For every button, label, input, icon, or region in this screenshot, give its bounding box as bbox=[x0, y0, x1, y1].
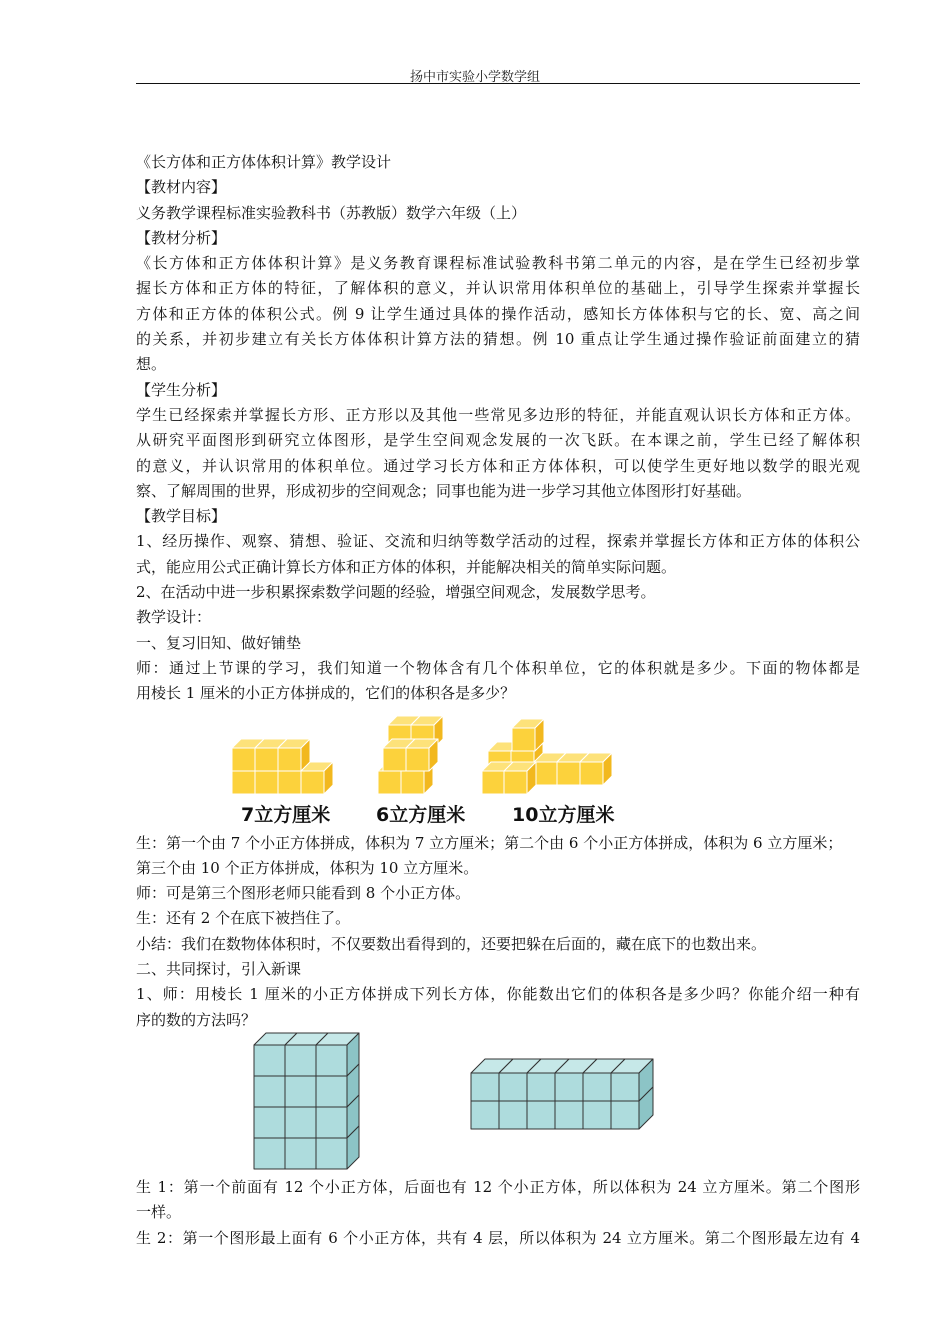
goal-line: 2、在活动中进一步积累探索数学问题的经验，增强空间观念，发展数学思考。 bbox=[136, 583, 656, 602]
part1-after-line: 第三个由 10 个正方体拼成，体积为 10 立方厘米。 bbox=[136, 858, 479, 877]
part1-after-line: 生：还有 2 个在底下被挡住了。 bbox=[136, 909, 351, 928]
cube-front-face bbox=[255, 771, 278, 794]
prism-front-cell bbox=[316, 1076, 347, 1107]
cube-front-face bbox=[534, 762, 557, 785]
section-heading-goals: 【教学目标】 bbox=[136, 507, 227, 526]
part2-after-line: 一样。 bbox=[136, 1203, 182, 1222]
cube-front-face bbox=[482, 771, 505, 794]
blue-prism-shapes bbox=[136, 1033, 860, 1175]
design-label: 教学设计： bbox=[136, 608, 212, 627]
goal-line: 式，能应用公式正确计算长方体和正方体的体积，并能解决相关的简单实际问题。 bbox=[136, 557, 677, 576]
doc-title: 《长方体和正方体体积计算》教学设计 bbox=[136, 153, 392, 171]
material-text: 义务教学课程标准实验教科书（苏教版）数学六年级（上） bbox=[136, 203, 527, 222]
prism-front-cell bbox=[527, 1073, 555, 1101]
cube-front-face bbox=[406, 748, 429, 771]
student-line: 从研究平面图形到研究立体图形，是学生空间观念发展的一次飞跃。在本课之前，学生已经了解体积 bbox=[136, 431, 860, 450]
prism-front-cell bbox=[316, 1045, 347, 1076]
part1-after-line: 师：可是第三个图形老师只能看到 8 个小正方体。 bbox=[136, 884, 471, 903]
prism-front-cell bbox=[254, 1076, 285, 1107]
prism-front-cell bbox=[285, 1076, 316, 1107]
section-heading-analysis: 【教材分析】 bbox=[136, 228, 227, 247]
figure-blue-prisms bbox=[136, 1033, 860, 1175]
cube-front-face bbox=[232, 748, 255, 771]
cube-front-face bbox=[512, 728, 535, 751]
cube-front-face bbox=[383, 748, 406, 771]
part1-heading: 一、复习旧知、做好铺垫 bbox=[136, 633, 302, 652]
part1-after-line: 生：第一个由 7 个小正方体拼成，体积为 7 立方厘米；第二个由 6 个小正方体拼成，体积为 6 立方厘米； bbox=[136, 833, 843, 852]
cube-front-face bbox=[378, 771, 401, 794]
student-line: 察、了解周围的世界，形成初步的空间观念；同事也能为进一步学习其他立体图形打好基础。 bbox=[136, 481, 752, 500]
analysis-line: 握长方体和正方体的特征，了解体积的意义，并认识常用体积单位的基础上，引导学生探索并掌握长 bbox=[136, 279, 860, 298]
section-heading-material: 【教材内容】 bbox=[136, 178, 227, 197]
header-rule bbox=[136, 83, 860, 84]
cube-front-face bbox=[580, 762, 603, 785]
part2-heading: 二、共同探讨，引入新课 bbox=[136, 960, 302, 979]
part2-intro-line: 1、师：用棱长 1 厘米的小正方体拼成下列长方体，你能数出它们的体积各是多少吗？你能介绍一种有 bbox=[136, 985, 860, 1004]
cube-front-face bbox=[401, 771, 424, 794]
prism-front-cell bbox=[583, 1073, 611, 1101]
cube-front-face bbox=[255, 748, 278, 771]
header-title: 扬中市实验小学数学组 bbox=[409, 70, 540, 85]
prism-front-cell bbox=[499, 1073, 527, 1101]
prism-front-cell bbox=[254, 1045, 285, 1076]
figure-label-10: 10立方厘米 bbox=[512, 803, 615, 826]
prism-front-cell bbox=[285, 1045, 316, 1076]
section-heading-student: 【学生分析】 bbox=[136, 380, 227, 399]
prism-front-cell bbox=[471, 1073, 499, 1101]
analysis-line: 想。 bbox=[136, 355, 167, 374]
cube-front-face bbox=[232, 771, 255, 794]
figure-yellow-cubes bbox=[136, 707, 860, 831]
figure-label-6: 6立方厘米 bbox=[376, 803, 466, 826]
prism-front-cell bbox=[499, 1101, 527, 1129]
document-body bbox=[136, 150, 860, 1251]
prism-front-cell bbox=[555, 1073, 583, 1101]
part2-intro-line: 序的数的方法吗？ bbox=[136, 1010, 257, 1029]
part1-after-line: 小结：我们在数物体体积时，不仅要数出看得到的，还要把躲在后面的，藏在底下的也数出来。 bbox=[136, 934, 767, 953]
part1-intro-line: 用棱长 1 厘米的小正方体拼成的，它们的体积各是多少？ bbox=[136, 684, 516, 703]
prism-front-cell bbox=[316, 1107, 347, 1138]
prism-front-cell bbox=[611, 1101, 639, 1129]
prism-front-cell bbox=[555, 1101, 583, 1129]
figure-label-7: 7立方厘米 bbox=[241, 803, 331, 826]
part1-intro-line: 师：通过上节课的学习，我们知道一个物体含有几个体积单位，它的体积就是多少。下面的物体都是 bbox=[136, 658, 860, 677]
student-line: 学生已经探索并掌握长方形、正方形以及其他一些常见多边形的特征，并能直观认识长方体和正方体。 bbox=[136, 405, 860, 424]
cube-front-face bbox=[278, 771, 301, 794]
prism-front-cell bbox=[254, 1138, 285, 1169]
part2-after-line: 生 1：第一个前面有 12 个小正方体，后面也有 12 个小正方体，所以体积为 24 立方厘米。第二个图形 bbox=[136, 1177, 860, 1196]
prism-front-cell bbox=[471, 1101, 499, 1129]
analysis-line: 《长方体和正方体体积计算》是义务教育课程标准试验教科书第二单元的内容，是在学生已经初步掌 bbox=[136, 254, 860, 273]
cube-front-face bbox=[278, 748, 301, 771]
cube-front-face bbox=[557, 762, 580, 785]
prism-front-cell bbox=[285, 1138, 316, 1169]
prism-front-cell bbox=[611, 1073, 639, 1101]
cube-front-face bbox=[301, 771, 324, 794]
analysis-line: 的关系，并初步建立有关长方体体积计算方法的猜想。例 10 重点让学生通过操作验证前面建立的猜 bbox=[136, 330, 860, 349]
goal-line: 1、经历操作、观察、猜想、验证、交流和归纳等数学活动的过程，探索并掌握长方体和正方体的体积公 bbox=[136, 532, 860, 551]
prism-front-cell bbox=[254, 1107, 285, 1138]
part2-after-line: 生 2：第一个图形最上面有 6 个小正方体，共有 4 层，所以体积为 24 立方厘米。第二个图形最左边有 4 bbox=[136, 1228, 860, 1247]
analysis-line: 方体和正方体的体积公式。例 9 让学生通过具体的操作活动，感知长方体体积与它的长、宽、高之间 bbox=[136, 304, 860, 323]
prism-front-cell bbox=[316, 1138, 347, 1169]
student-line: 的意义，并认识常用的体积单位。通过学习长方体和正方体体积，可以使学生更好地以数学的眼光观 bbox=[136, 456, 860, 475]
prism-front-cell bbox=[527, 1101, 555, 1129]
prism-front-cell bbox=[583, 1101, 611, 1129]
prism-front-cell bbox=[285, 1107, 316, 1138]
cube-front-face bbox=[504, 771, 527, 794]
